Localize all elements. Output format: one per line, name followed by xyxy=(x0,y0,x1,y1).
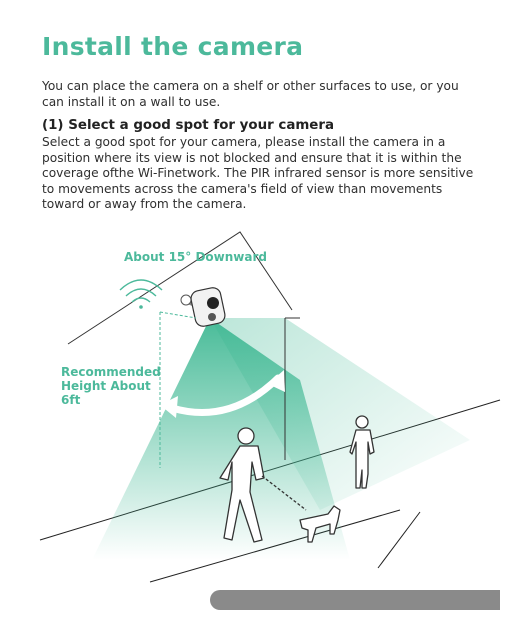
wifi-icon xyxy=(120,280,162,309)
camera-icon xyxy=(181,286,226,327)
section-body: Select a good spot for your camera, please install the camera in a position where its view is not blocked and ensure that it is within the coverage ofthe Wi-Finetwork. The PIR infrared sensor is more sensitive to movements across the camera's field of view than movements toward or away from the camera. xyxy=(42,135,474,211)
page-title: Install the camera xyxy=(42,32,304,61)
height-label: Recommended Height About 6ft xyxy=(61,365,161,407)
footer-bar xyxy=(210,590,500,610)
intro-paragraph: You can place the camera on a shelf or other surfaces to use, or you can install it on a wall to use. xyxy=(42,79,459,109)
section-heading: (1) Select a good spot for your camera xyxy=(42,118,335,133)
angle-label: About 15° Downward xyxy=(124,250,267,264)
installation-illustration xyxy=(0,228,510,588)
